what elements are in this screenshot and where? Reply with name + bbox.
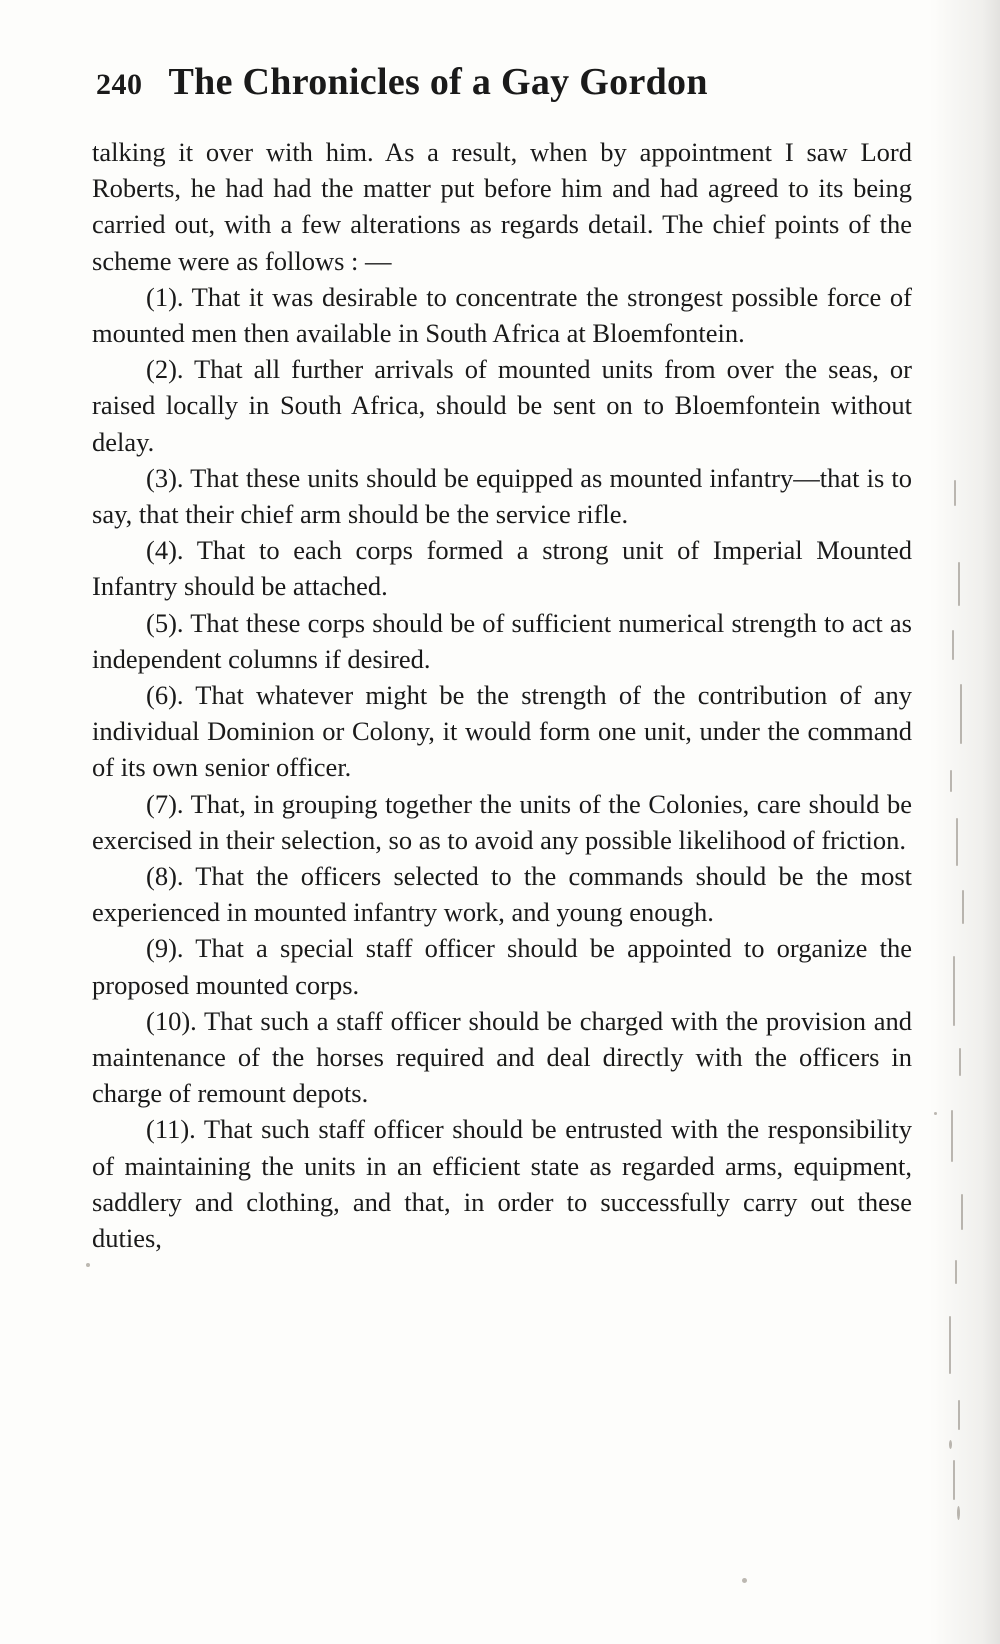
scan-edge-artifacts <box>944 470 974 1520</box>
paragraph: (8). That the officers selected to the commands should be the most experienced in mounted infantry work, and young enough. <box>92 861 912 928</box>
paragraph: (4). That to each corps formed a strong unit of Imperial Mounted Infantry should be attached. <box>92 535 912 602</box>
running-title: The Chronicles of a Gay Gordon <box>168 61 708 103</box>
paragraph: (11). That such staff officer should be entrusted with the responsibility of maintaining the units in an efficient state as regarded arms, equipment, saddlery and clothing, and that, in order to successfully carry out these duties, <box>92 1114 912 1254</box>
paragraph: (10). That such a staff officer should be charged with the provision and maintenance of the horses required and deal directly with the officers in charge of remount depots. <box>92 1005 912 1109</box>
scan-speck <box>86 1263 90 1267</box>
scan-speck <box>949 1440 952 1449</box>
page-header <box>96 60 926 104</box>
paragraph: (3). That these units should be equipped as mounted infantry—that is to say, that their chief arm should be the service rifle. <box>92 462 912 530</box>
scan-speck <box>934 1112 937 1115</box>
paragraph: (9). That a special staff officer should be appointed to organize the proposed mounted corps. <box>92 933 912 1000</box>
paragraph: (2). That all further arrivals of mounted units from over the seas, or raised locally in South Africa, should be sent on to Bloemfontein without delay. <box>92 354 912 457</box>
scan-speck <box>742 1578 747 1583</box>
paragraph: (1). That it was desirable to concentrate the strongest possible force of mounted men then available in South Africa at Bloemfontein. <box>92 281 912 349</box>
paragraph: talking it over with him. As a result, when by appointment I saw Lord Roberts, he had had the matter put before him and had agreed to its being carried out, with a few alterations as regards detail. The chief points of the scheme were as follows : — <box>92 137 912 276</box>
page-number: 240 <box>96 68 143 101</box>
scan-speck <box>957 1506 960 1520</box>
paragraph: (7). That, in grouping together the units of the Colonies, care should be exercised in their selection, so as to avoid any possible likelihood of friction. <box>92 788 912 855</box>
paragraph: (5). That these corps should be of sufficient numerical strength to act as independent columns if desired. <box>92 607 912 674</box>
page-body <box>92 134 912 1256</box>
paragraph: (6). That whatever might be the strength of the contribution of any individual Dominion or Colony, it would form one unit, under the command of its own senior officer. <box>92 680 912 783</box>
